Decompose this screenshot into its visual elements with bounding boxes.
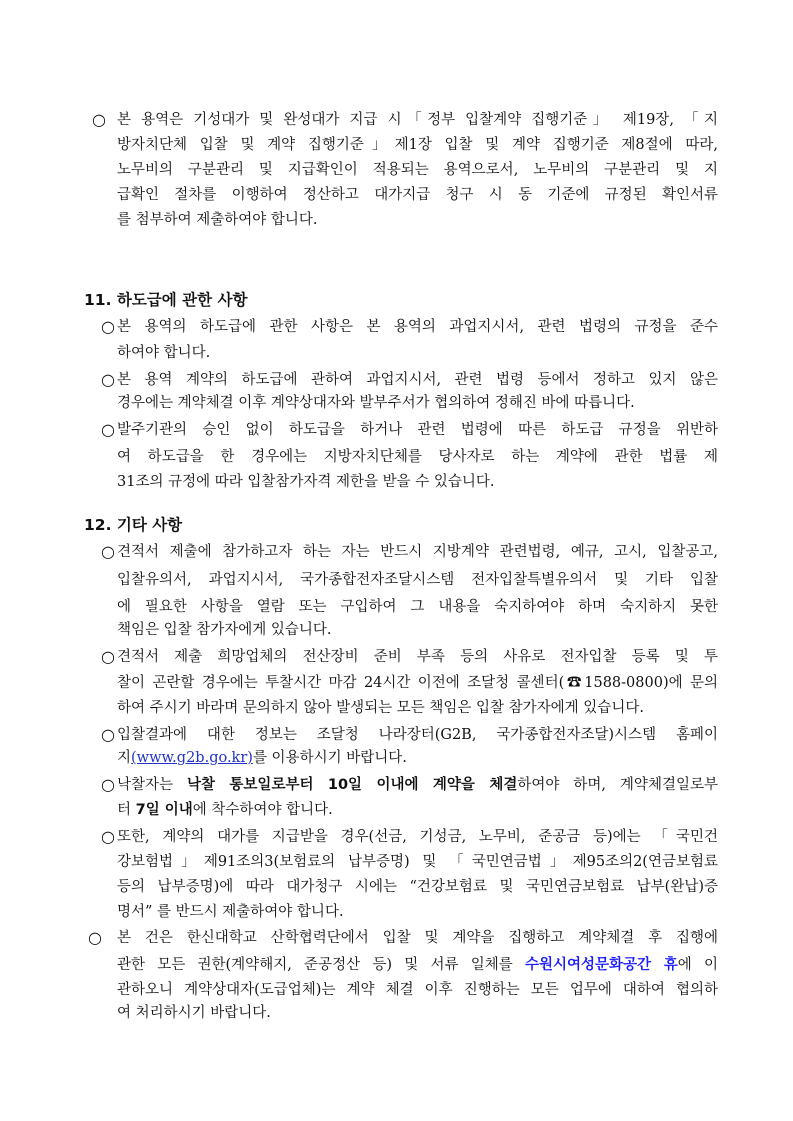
- paragraph-line: [117, 316, 718, 338]
- circle-bullet-icon: ○: [101, 420, 115, 439]
- text-segment: 하여 주시기 바라며 문의하지 않아 발생되는 모든 책임은 입찰 참가자에게 있습니다.: [117, 700, 644, 716]
- text-segment: 명서” 를 반드시 제출하여야 합니다.: [117, 904, 344, 920]
- text-segment: 본 건은 한신대학교 산학협력단에서 입찰 및 계약을 집행하고 계약체결 후 집행에: [117, 930, 718, 946]
- text-segment: 낙찰자는: [117, 777, 187, 793]
- text-segment: 입찰결과에 대한 정보는 조달청 나라장터(G2B, 국가종합전자조달)시스템 홈페이: [117, 727, 718, 743]
- circle-bullet-icon: ○: [101, 370, 115, 389]
- text-segment: 에 이: [677, 957, 718, 973]
- paragraph-line: [117, 184, 718, 206]
- paragraph-line: [117, 697, 718, 719]
- text-segment: 본 용역은 기성대가 및 완성대가 지급 시「정부 입찰계약 집행기준」 제19장, 「지: [117, 112, 718, 128]
- text-segment: 지: [117, 750, 132, 766]
- text-segment: 책임은 입찰 참가자에게 있습니다.: [117, 622, 332, 638]
- paragraph-line: [117, 109, 718, 131]
- paragraph-line: [117, 876, 718, 898]
- paragraph-line: [117, 446, 718, 468]
- text-segment: 찰이 곤란할 경우에는 투찰시간 마감 24시간 이전에 조달청 콜센터(☎1588-0800)에 문의: [117, 675, 718, 691]
- text-segment: 입찰유의서, 과업지시서, 국가종합전자조달시스템 전자입찰특별유의서 및 기타 입찰: [117, 572, 718, 588]
- emphasis-text: 수원시여성문화공간 휴: [524, 957, 678, 973]
- text-segment: 견적서 제출에 참가하고자 하는 자는 반드시 지방계약 관련법령, 예규, 고시, 입찰공고,: [117, 544, 718, 560]
- text-segment: 본 용역의 하도급에 관한 사항은 본 용역의 과업지시서, 관련 법령의 규정을 준수: [117, 319, 718, 335]
- paragraph-line: [117, 774, 718, 796]
- text-segment: 여 처리하시기 바랍니다.: [117, 1005, 271, 1021]
- circle-bullet-icon: ○: [101, 827, 115, 846]
- paragraph-line: [117, 541, 718, 563]
- text-segment: 경우에는 계약체결 이후 계약상대자와 발부주서가 협의하여 정해진 바에 따릅니다.: [117, 395, 635, 411]
- text-segment: 관하오니 계약상대자(도급업체)는 계약 체결 이후 진행하는 모든 업무에 대하여 협의하: [117, 982, 718, 998]
- text-segment: 를 이용하시기 바랍니다.: [252, 750, 407, 766]
- paragraph-line: [117, 901, 718, 923]
- text-segment: 방자치단체 입찰 및 계약 집행기준」제1장 입찰 및 계약 집행기준 제8절에 따라,: [117, 137, 718, 153]
- paragraph-line: [117, 342, 718, 364]
- paragraph-line: [117, 596, 718, 618]
- text-segment: 하여야 합니다.: [117, 345, 211, 361]
- text-segment: 강보험법」제91조의3(보험료의 납부증명) 및 「국민연금법」제95조의2(연금보험료: [117, 854, 718, 870]
- paragraph-line: [117, 619, 718, 641]
- circle-bullet-icon: ○: [92, 110, 106, 129]
- emphasis-text: 낙찰 통보일로부터 10일 이내에 계약을 체결: [187, 777, 518, 793]
- paragraph-line: [117, 672, 718, 694]
- text-segment: 터: [117, 802, 136, 818]
- text-segment: 31조의 규정에 따라 입찰참가자격 제한을 받을 수 있습니다.: [117, 474, 495, 490]
- paragraph-line: [117, 979, 718, 1001]
- section-heading: 11. 하도급에 관한 사항: [84, 291, 248, 309]
- paragraph-line: [117, 369, 718, 391]
- circle-bullet-icon: ○: [101, 775, 115, 794]
- paragraph-line: [117, 1002, 718, 1024]
- paragraph-line: [117, 419, 718, 441]
- paragraph-line: [117, 134, 718, 156]
- paragraph-line: [117, 927, 718, 949]
- circle-bullet-icon: ○: [101, 725, 115, 744]
- text-segment: 등의 납부증명)에 따라 대가청구 시에는 “건강보험료 및 국민연금보험료 납부(완납)증: [117, 879, 718, 895]
- text-segment: 여 하도급을 한 경우에는 지방자치단체를 당사자로 하는 계약에 관한 법률 제: [117, 449, 718, 465]
- section-heading: 12. 기타 사항: [84, 516, 183, 534]
- text-segment: 에 필요한 사항을 열람 또는 구입하여 그 내용을 숙지하여야 하며 숙지하지 못한: [117, 599, 718, 615]
- paragraph-line: [117, 799, 718, 821]
- paragraph-line: [117, 159, 718, 181]
- paragraph-line: [117, 209, 718, 231]
- paragraph-line: [117, 471, 718, 493]
- text-segment: 하여야 하며, 계약체결일로부: [517, 777, 718, 793]
- paragraph-line: [117, 747, 718, 769]
- text-segment: 또한, 계약의 대가를 지급받을 경우(선금, 기성금, 노무비, 준공금 등)에는 「국민건: [117, 829, 718, 845]
- circle-bullet-icon: ○: [101, 317, 115, 336]
- circle-bullet-icon: ○: [88, 928, 102, 947]
- paragraph-line: [117, 392, 718, 414]
- paragraph-line: [117, 646, 718, 668]
- text-segment: 급확인 절차를 이행하여 정산하고 대가지급 청구 시 동 기준에 규정된 확인서류: [117, 187, 718, 203]
- circle-bullet-icon: ○: [101, 542, 115, 561]
- paragraph-line: [117, 724, 718, 746]
- paragraph-line: [117, 954, 718, 976]
- text-segment: 관한 모든 권한(계약해지, 준공정산 등) 및 서류 일체를: [117, 957, 525, 973]
- text-segment: 본 용역 계약의 하도급에 관하여 과업지시서, 관련 법령 등에서 정하고 있지 않은: [117, 372, 718, 388]
- emphasis-text: 7일 이내: [135, 802, 193, 818]
- text-segment: 견적서 제출 희망업체의 전산장비 준비 부족 등의 사유로 전자입찰 등록 및 투: [117, 649, 718, 665]
- text-segment: 발주기관의 승인 없이 하도급을 하거나 관련 법령에 따른 하도급 규정을 위반하: [117, 422, 719, 438]
- paragraph-line: [117, 826, 718, 848]
- circle-bullet-icon: ○: [101, 647, 115, 666]
- text-segment: 를 첨부하여 제출하여야 합니다.: [117, 212, 318, 228]
- g2b-link[interactable]: (www.g2b.go.kr): [131, 750, 253, 766]
- paragraph-line: [117, 569, 718, 591]
- text-segment: 에 착수하여야 합니다.: [192, 802, 333, 818]
- text-segment: 노무비의 구분관리 및 지급확인이 적용되는 용역으로서, 노무비의 구분관리 및 지: [117, 162, 718, 178]
- paragraph-line: [117, 851, 718, 873]
